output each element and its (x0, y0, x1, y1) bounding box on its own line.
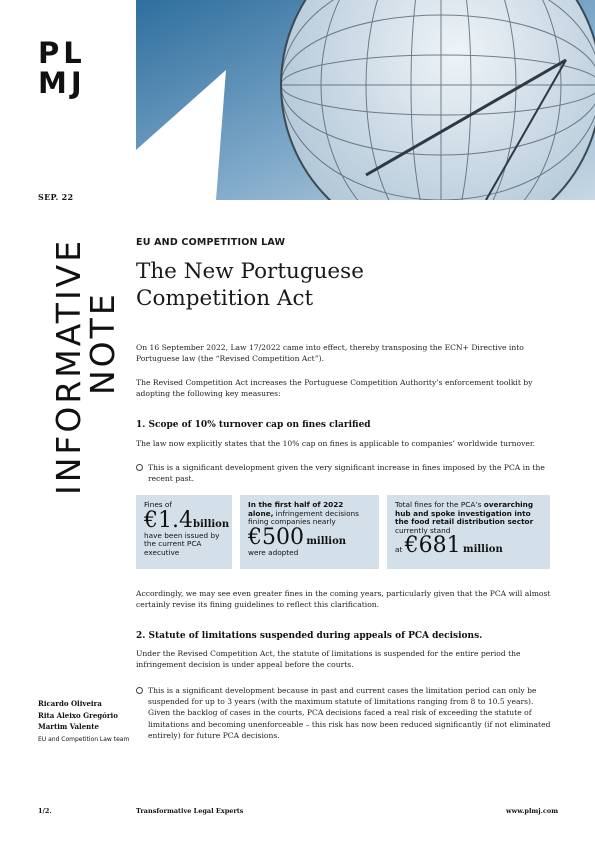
bullet-text: This is a significant development given the very significant increase in fines imposed by the PCA in the recent past. (148, 463, 545, 484)
stat-box-2 (240, 495, 379, 569)
bullet-marker (136, 464, 143, 471)
heading-1: 1. Scope of 10% turnover cap on fines clarified (136, 420, 371, 430)
stat-3-pre2: currently stand (395, 525, 451, 535)
stat-3-unit: million (463, 544, 503, 556)
vertical-title-line-2: NOTE (83, 291, 122, 395)
stat-1-unit: billion (192, 518, 230, 530)
stat-box-1 (136, 495, 232, 569)
issue-date: SEP. 22 (38, 192, 74, 202)
page-title: The New Portuguese Competition Act (136, 259, 364, 311)
vertical-title (49, 237, 122, 495)
paragraph-2: Accordingly, we may see even greater fines in the coming years, particularly given that the PCA will almost certainly revise its fining guidelines to reflect this clarification. (136, 589, 551, 610)
stat-2-value: €500 (248, 524, 304, 550)
paragraph-1: The law now explicitly states that the 10% cap on fines is applicable to companies’ worldwide turnover. (136, 439, 536, 448)
team-label: EU and Competition Law team (38, 735, 130, 743)
author-name: Ricardo Oliveira (38, 699, 102, 708)
stat-2-post: were adopted (248, 547, 299, 557)
logo-line-2: MJ (38, 66, 86, 100)
intro-paragraph: On 16 September 2022, Law 17/2022 came into effect, thereby transposing the ECN+ Directive into Portuguese law (the “Revised Competition Act”). (136, 343, 524, 364)
heading-2: 2. Statute of limitations suspended during appeals of PCA decisions. (136, 631, 483, 641)
section-label: EU AND COMPETITION LAW (136, 237, 286, 248)
stat-1-value: €1.4 (144, 507, 193, 533)
author-name: Martim Valente (38, 722, 99, 732)
stat-box-3 (387, 495, 550, 569)
header-image (136, 0, 595, 200)
stat-1-post: have been issued by the current PCA executive (144, 530, 220, 557)
stat-3-at: at (395, 545, 403, 555)
stat-3-pre: Total fines for the PCA’s (395, 500, 482, 509)
page-number: 1/2. (38, 807, 52, 815)
intro-paragraph-2: The Revised Competition Act increases the Portuguese Competition Authority’s enforcement toolkit by adopting the following key measures: (136, 378, 533, 399)
stat-2-pre-bold: In the first half of 2022 alone, (248, 500, 344, 518)
author-name: Rita Aleixo Gregório (38, 710, 118, 720)
stat-3-pre-bold: overarching hub and spoke investigation into the food retail distribution sector (395, 500, 534, 527)
plmj-logo (38, 38, 100, 98)
paragraph-3: Under the Revised Competition Act, the statute of limitations is suspended for the entire period the infringement decision is under appeal before the courts. (136, 649, 521, 670)
stat-2-pre: infringement decisions fining companies nearly (248, 508, 359, 527)
footer-url[interactable]: www.plmj.com (506, 807, 559, 815)
bullet-marker (136, 687, 143, 694)
bullet-item-2 (136, 685, 551, 741)
stat-3-value: €681 (404, 533, 461, 559)
vertical-title-line-1: INFORMATIVE (49, 237, 88, 495)
authors-block (38, 700, 133, 743)
bullet-item-1 (136, 462, 551, 484)
logo-line-1: PL (38, 36, 86, 70)
stat-2-unit: million (306, 535, 347, 547)
stat-1-pre: Fines of (144, 500, 172, 509)
bullet-text: This is a significant development because in past and current cases the limitation period can only be suspended for up to 3 years (with the maximum statute of limitations ranging from 8 to 10.5 years). Given the backlog of cases in the courts, PCA decisions faced a real risk of exceeding the statute of limitations and becoming unenforceable – this risk has now been reduced significantly (if not eliminated entirely) for future PCA decisions. (148, 686, 551, 740)
footer-tagline: Transformative Legal Experts (136, 807, 244, 815)
